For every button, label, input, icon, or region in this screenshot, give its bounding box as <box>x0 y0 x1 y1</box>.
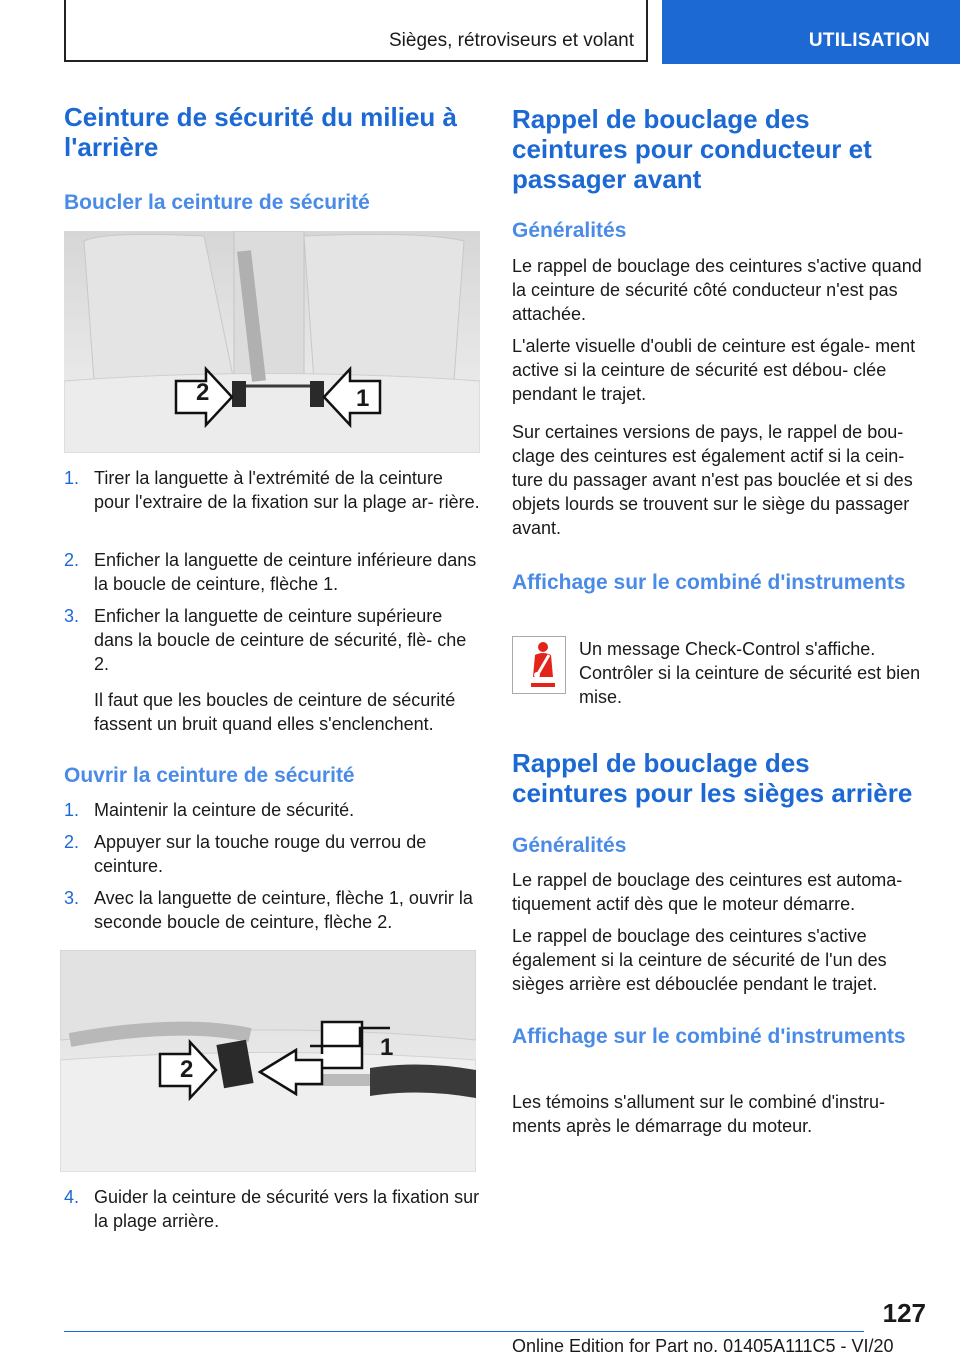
buckle-note: Il faut que les boucles de ceinture de sécurité fassent un bruit quand elles s'enclenchent. <box>94 690 456 734</box>
paragraph: Le rappel de bouclage des ceintures s'active également si la ceinture de sécurité de l'un des sièges arrière est débouclée pendant le trajet. <box>512 926 887 994</box>
paragraph: Le rappel de bouclage des ceintures est automa‐ tiquement actif dès que le moteur démarre. <box>512 870 903 914</box>
subheading-display-1: Affichage sur le combiné d'instruments <box>512 571 906 594</box>
subheading-open: Ouvrir la ceinture de sécurité <box>64 764 355 787</box>
subheading-display-2: Affichage sur le combiné d'instruments <box>512 1025 906 1048</box>
section-title: UTILISATION <box>808 30 930 51</box>
paragraph: Un message Check-Control s'affiche. Contrôler si la ceinture de sécurité est bien mise. <box>579 639 921 707</box>
callout-1: 1 <box>380 1034 394 1061</box>
paragraph: Les témoins s'allument sur le combiné d'instru‐ ments après le démarrage du moteur. <box>512 1092 886 1136</box>
rear-seat-illustration-1 <box>64 231 480 453</box>
subheading-general-2: Généralités <box>512 834 627 857</box>
paragraph: L'alerte visuelle d'oubli de ceinture est égale‐ ment active si la ceinture de sécurité est débou‐ clée pendant le trajet. <box>512 336 916 404</box>
edition-text: Online Edition for Part no. 01405A111C5 - VI/20 <box>512 1336 894 1356</box>
section-heading-rear: Rappel de bouclage des ceintures pour les sièges arrière <box>512 748 913 808</box>
page-number: 127 <box>882 1298 926 1328</box>
callout-2: 2 <box>180 1056 194 1083</box>
rear-seat-belt-photo-2 <box>60 950 476 1172</box>
seatbelt-warning-icon <box>512 636 566 694</box>
rear-seat-illustration-2 <box>60 950 476 1172</box>
chapter-title: Sièges, rétroviseurs et volant <box>388 30 634 51</box>
subheading-general-1: Généralités <box>512 219 627 242</box>
section-heading-rear-middle: Ceinture de sécurité du milieu à l'arrière <box>64 102 457 162</box>
paragraph: Sur certaines versions de pays, le rappel de bou‐ clage des ceintures est également actif si la cein‐ ture du passager avant n'est pas bouclée et si des objets lourds se trouvent sur le siège du passager avant. <box>512 422 913 538</box>
section-heading-front: Rappel de bouclage des ceintures pour conducteur et passager avant <box>512 104 872 194</box>
paragraph: Le rappel de bouclage des ceintures s'active quand la ceinture de sécurité côté conducteur n'est pas attachée. <box>512 256 922 324</box>
callout-2: 2 <box>196 379 210 406</box>
subheading-buckle: Boucler la ceinture de sécurité <box>64 191 370 214</box>
footer-divider <box>64 1331 864 1332</box>
callout-1: 1 <box>356 385 370 412</box>
rear-seat-belt-photo-1 <box>64 231 480 453</box>
